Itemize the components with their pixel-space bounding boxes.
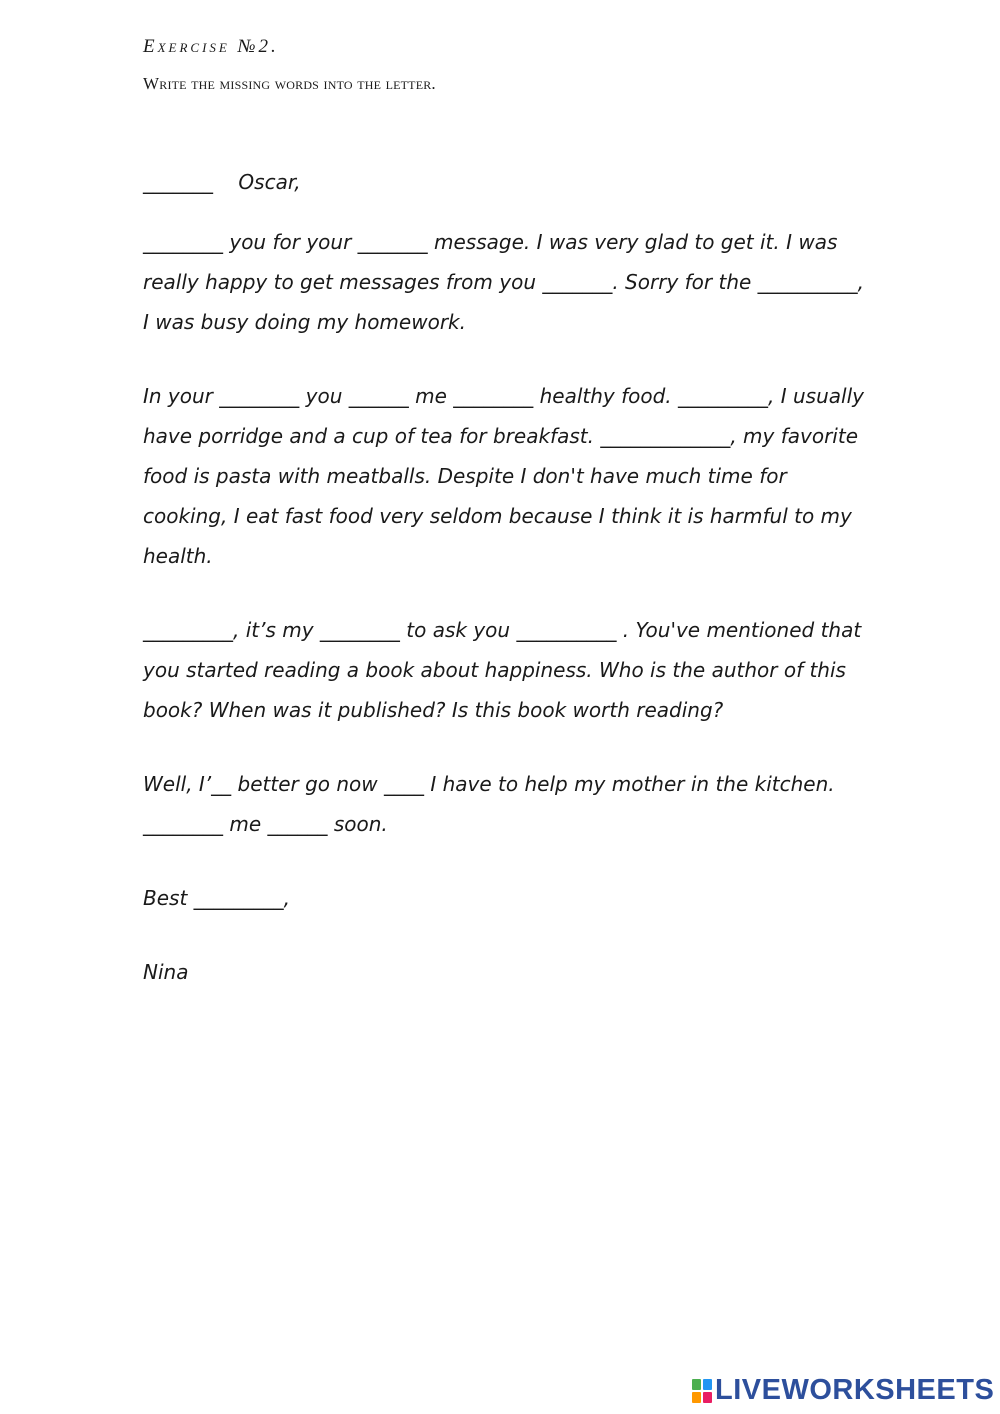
- paragraph-line: book? When was it published? Is this book worth reading?: [143, 698, 724, 722]
- logo-square-orange: [692, 1392, 701, 1403]
- exercise-instruction: Write the missing words into the letter.: [143, 74, 436, 93]
- signature-line: Nina: [143, 960, 189, 984]
- paragraph-line: ________ me ______ soon.: [143, 812, 388, 836]
- paragraph-line: food is pasta with meatballs. Despite I don't have much time for: [143, 464, 787, 488]
- letter-paragraph-1: [143, 222, 933, 342]
- closing-line: Best _________,: [143, 886, 291, 910]
- logo-square-pink: [703, 1392, 712, 1403]
- paragraph-line: I was busy doing my homework.: [143, 310, 466, 334]
- liveworksheets-logo-icon: [692, 1379, 712, 1403]
- paragraph-line: cooking, I eat fast food very seldom because I think it is harmful to my: [143, 504, 852, 528]
- paragraph-line: Well, I’__ better go now ____ I have to help my mother in the kitchen.: [143, 772, 835, 796]
- salutation-line: _______ Oscar,: [143, 170, 301, 194]
- paragraph-line: you started reading a book about happiness. Who is the author of this: [143, 658, 846, 682]
- paragraph-line: health.: [143, 544, 213, 568]
- paragraph-line: ________ you for your _______ message. I was very glad to get it. I was: [143, 230, 838, 254]
- exercise-title: Exercise №2.: [143, 36, 279, 57]
- letter-signature: [143, 952, 933, 992]
- letter-paragraph-2: [143, 376, 933, 576]
- brand-name: LIVEWORKSHEETS: [715, 1374, 995, 1406]
- letter-paragraph-3: [143, 610, 933, 730]
- logo-square-blue: [703, 1379, 712, 1390]
- paragraph-line: _________, it’s my ________ to ask you __________ . You've mentioned that: [143, 618, 862, 642]
- letter-closing: [143, 878, 933, 918]
- paragraph-line: In your ________ you ______ me ________ healthy food. _________, I usually: [143, 384, 864, 408]
- logo-square-green: [692, 1379, 701, 1390]
- letter-paragraph-4: [143, 764, 933, 844]
- paragraph-line: have porridge and a cup of tea for breakfast. _____________, my favorite: [143, 424, 859, 448]
- letter-salutation: [143, 162, 933, 202]
- liveworksheets-brand[interactable]: [692, 1374, 994, 1407]
- paragraph-line: really happy to get messages from you _______. Sorry for the __________,: [143, 270, 865, 294]
